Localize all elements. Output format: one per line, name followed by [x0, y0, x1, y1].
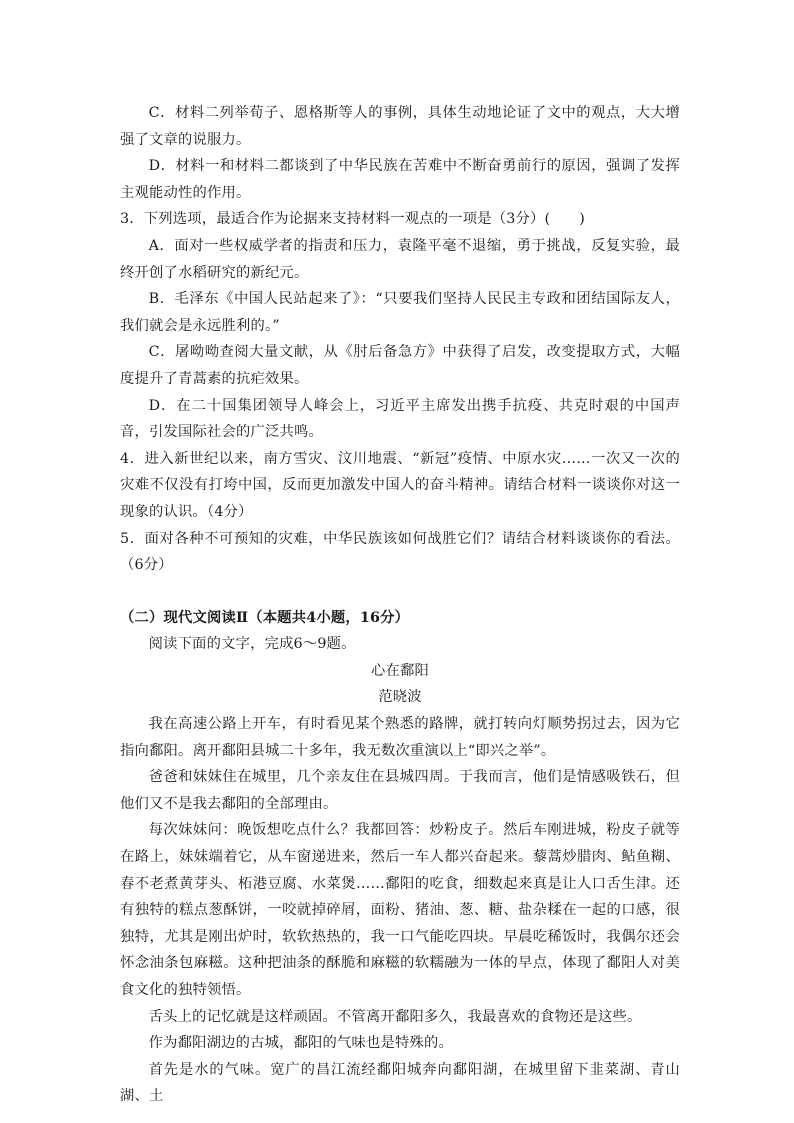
section-title: （二）现代文阅读Ⅱ（本题共4小题，16分）: [120, 609, 410, 626]
article-paragraph: 舌头上的记忆就是这样顽固。不管离开鄱阳多久，我最喜欢的食物还是这些。: [148, 1008, 642, 1025]
article-paragraph: 每次妹妹问：晚饭想吃点什么？我都回答：炒粉皮子。然后车刚进城，粉皮子就等在路上，妹妹端着它，从车窗递进来，然后一车人都兴奋起来。藜蒿炒腊肉、鲇鱼糊、春不老煮黄芽头、柘港豆腐、水菜煲……鄱阳的吃食，细数起来真是让人口舌生津。还有独特的糕点葱酥饼，一咬就掉碎屑，面粉、猪油、葱、糖、盐杂糅在一起的口感，很独特，尤其是刚出炉时，软软热热的，我一口气能吃四块。早晨吃稀饭时，我偶尔还会怀念油条包麻糍。这种把油条的酥脆和麻糍的软糯融为一体的早点，体现了鄱阳人对美食文化的独特领悟。: [120, 822, 680, 998]
article-paragraph: 爸爸和妹妹住在城里，几个亲友住在县城四周。于我而言，他们是情感吸铁石，但他们又不是我去鄱阳的全部理由。: [120, 769, 680, 812]
document-page: [120, 100, 680, 1110]
q5-text: 5．面对各种不可预知的灾难，中华民族该如何战胜它们？请结合材料谈谈你的看法。（6分）: [120, 530, 680, 574]
article-paragraph: 我在高速公路上开车，有时看见某个熟悉的路牌，就打转向灯顺势拐过去，因为它指向鄱阳。离开鄱阳县城二十多年，我无数次重演以上“即兴之举”。: [120, 716, 680, 759]
q3-option-c: C．屠呦呦查阅大量文献，从《肘后备急方》中获得了启发，改变提取方式，大幅度提升了青蒿素的抗疟效果。: [120, 344, 680, 387]
q2-option-c: C．材料二列举荀子、恩格斯等人的事例，具体生动地论证了文中的观点，大大增强了文章的说服力。: [120, 105, 680, 148]
reading-instruction: 阅读下面的文字，完成6～9题。: [148, 636, 356, 653]
article-author: 范晓波: [378, 689, 422, 706]
q3-option-a: A．面对一些权威学者的指责和压力，袁隆平毫不退缩，勇于挑战，反复实验，最终开创了水稻研究的新纪元。: [120, 237, 680, 281]
article-paragraph: 首先是水的气味。宽广的昌江流经鄱阳城奔向鄱阳湖，在城里留下韭菜湖、青山湖、土: [120, 1061, 680, 1105]
article-title: 心在鄱阳: [371, 662, 429, 679]
q2-option-d: D．材料一和材料二都谈到了中华民族在苦难中不断奋勇前行的原因，强调了发挥主观能动性的作用。: [120, 158, 680, 201]
article-paragraph: 作为鄱阳湖边的古城，鄱阳的气味也是特殊的。: [148, 1035, 454, 1052]
q4-text: 4．进入新世纪以来，南方雪灾、汶川地震、“新冠”疫情、中原水灾……一次又一次的灾难不仅没有打垮中国，反而更加激发中国人的奋斗精神。请结合材料一谈谈你对这一现象的认识。（4分）: [120, 450, 680, 520]
q3-option-b: B．毛泽东《中国人民站起来了》：“只要我们坚持人民民主专政和团结国际友人，我们就会是永远胜利的。”: [120, 291, 680, 334]
q3-stem: 3．下列选项，最适合作为论据来支持材料一观点的一项是（3分）( ): [120, 211, 586, 228]
q3-option-d: D．在二十国集团领导人峰会上，习近平主席发出携手抗疫、共克时艰的中国声音，引发国际社会的广泛共鸣。: [120, 397, 680, 441]
